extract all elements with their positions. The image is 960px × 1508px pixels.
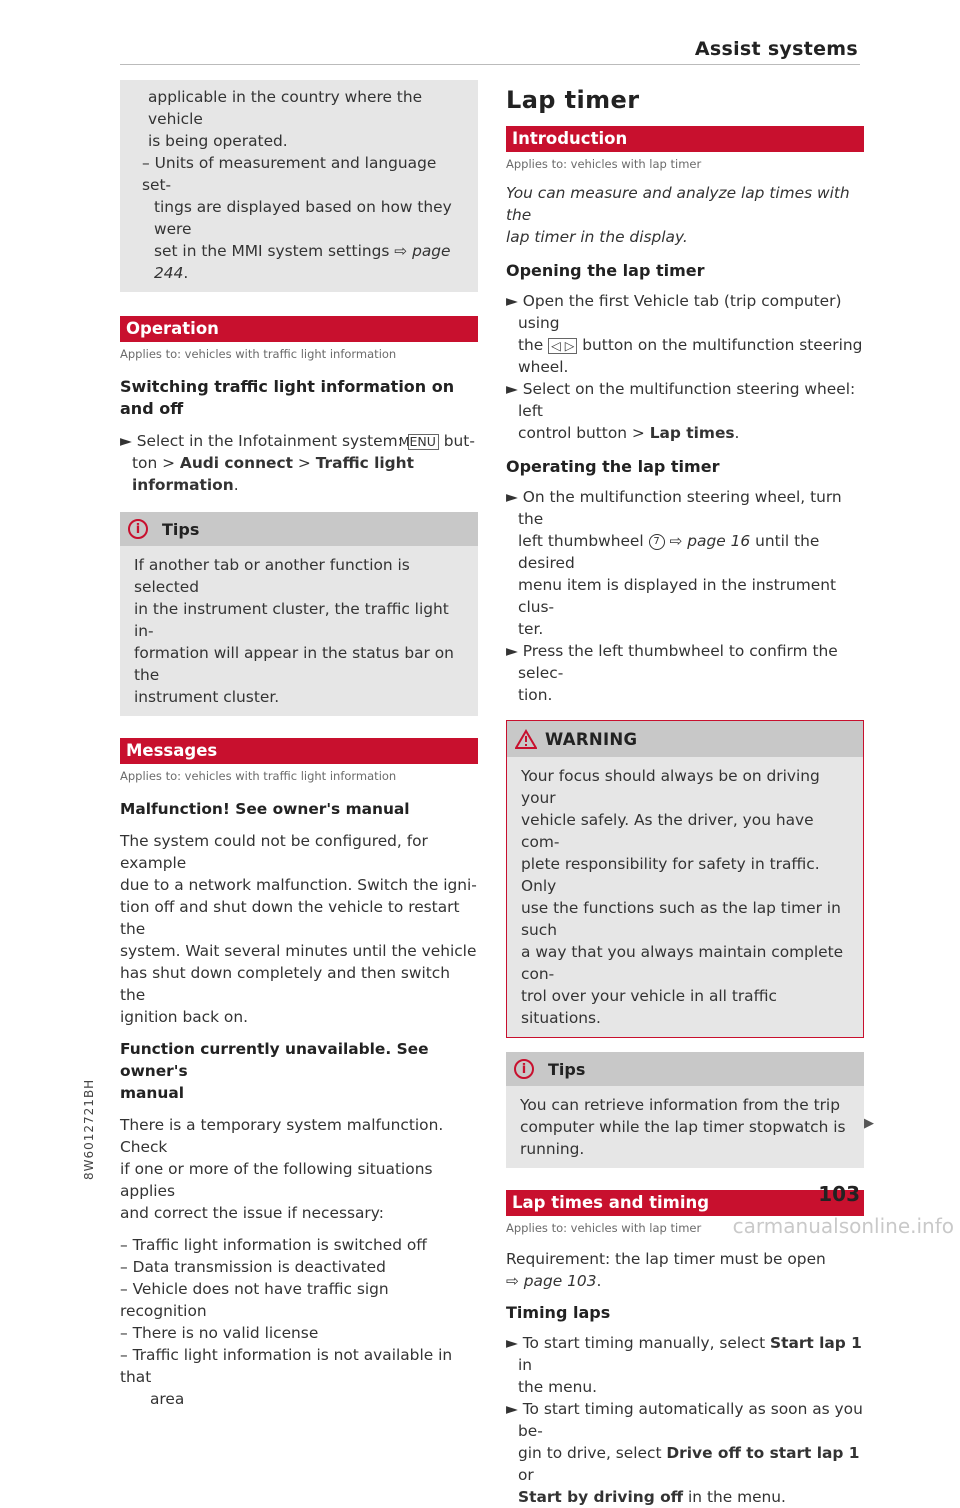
list-item: – Traffic light information is switched off <box>120 1236 427 1254</box>
paragraph: The system could not be configured, for example due to a network malfunction. Switch the igni- tion off and shut down the vehicle to restart the system. Wait several minutes until the vehicle has shut down completely and then switch the ignition back on. <box>120 832 477 1026</box>
list-item: – There is no valid license <box>120 1324 319 1342</box>
intro-italic: You can measure and analyze lap times with the lap timer in the display. <box>506 184 850 246</box>
tips-label: Tips <box>548 1059 586 1079</box>
operation-step: ► Select in the Infotainment system: MENU but- ton > Audi connect > Traffic light information. <box>120 432 475 494</box>
intro-line: applicable in the country where the vehicle <box>148 88 423 128</box>
operation-heading: Operation <box>120 316 478 342</box>
page-header <box>0 0 960 70</box>
tips-box <box>506 1052 864 1168</box>
subheading: Operating the lap timer <box>506 457 720 476</box>
lap-times-heading: Lap times and timing <box>506 1190 864 1216</box>
intro-dash-line: set in the MMI system settings ⇨ page 244. <box>154 242 451 282</box>
applies-to: Applies to: vehicles with traffic light information <box>120 347 397 361</box>
tips-line: formation will appear in the status bar on the <box>134 644 454 684</box>
warning-triangle-icon <box>515 729 537 749</box>
applies-to: Applies to: vehicles with lap timer <box>506 157 702 171</box>
tips-label: Tips <box>162 519 200 539</box>
warning-body: Your focus should always be on driving your vehicle safely. As the driver, you have com- plete responsibility for safety in traffic. Only use the functions such as the lap timer in such a way that you always maintain complete con- trol over your vehicle in all traffic situations. <box>507 757 863 1037</box>
info-icon: i <box>128 519 148 539</box>
intro-line: is being operated. <box>148 132 288 150</box>
opening-steps: ► Open the first Vehicle tab (trip computer) using the ◁ ▷ button on the multifunction steering wheel. ► Select on the multifunction steering wheel: left control button > Lap times. <box>506 292 863 442</box>
callout-number: 7 <box>649 534 665 550</box>
header-divider <box>120 64 860 65</box>
intro-dash-line: tings are displayed based on how they were <box>154 198 452 238</box>
paragraph: There is a temporary system malfunction. Check if one or more of the following situations applies and correct the issue if necessary: <box>120 1116 444 1222</box>
requirement: Requirement: the lap timer must be open ⇨ page 103. <box>506 1250 826 1290</box>
tips-body <box>120 546 478 716</box>
operating-steps: ► On the multifunction steering wheel, turn the left thumbwheel 7 ⇨ page 16 until the desired menu item is displayed in the instrument clus- ter. ► Press the left thumbwheel to confirm the selec- tion. <box>506 488 842 704</box>
tips-line: instrument cluster. <box>134 688 280 706</box>
info-icon: i <box>514 1059 534 1079</box>
warning-header <box>507 721 863 757</box>
warning-box <box>506 720 864 1038</box>
watermark: carmanualsonline.info <box>732 1214 954 1238</box>
subheading: Malfunction! See owner's manual <box>120 800 410 818</box>
list-item: – Data transmission is deactivated <box>120 1258 386 1276</box>
subheading: Timing laps <box>506 1303 611 1322</box>
tab-switch-key: ◁ ▷ <box>548 338 577 354</box>
page-ref-link[interactable]: ⇨ page 244 <box>154 242 451 282</box>
section-title: Assist systems <box>694 38 858 60</box>
warning-label: WARNING <box>545 729 638 749</box>
menu-key: MENU <box>408 434 439 450</box>
page-ref-link[interactable]: ⇨ page 16 <box>669 532 751 550</box>
tips-body: You can retrieve information from the trip computer while the lap timer stopwatch is running. <box>506 1086 864 1168</box>
dash-list <box>120 1234 478 1410</box>
subheading: Opening the lap timer <box>506 261 705 280</box>
left-column <box>120 80 478 1410</box>
introduction-heading: Introduction <box>506 126 864 152</box>
right-column <box>506 80 864 1508</box>
list-item: – Vehicle does not have traffic sign recognition <box>120 1280 389 1320</box>
tips-box <box>120 512 478 716</box>
page-number: 103 <box>818 1182 860 1206</box>
tips-line: in the instrument cluster, the traffic light in- <box>134 600 449 640</box>
list-item: – Traffic light information is not available in that <box>120 1346 453 1386</box>
document-code: 8W6012721BH <box>82 1078 96 1180</box>
intro-box <box>120 80 478 292</box>
timing-steps: ► To start timing manually, select Start lap 1 in the menu. ► To start timing automatically as soon as you be- gin to drive, select Drive off to start lap 1 or Start by driving off in the menu. <box>506 1334 863 1506</box>
tips-header <box>120 512 478 546</box>
subheading: Switching traffic light information on and off <box>120 377 455 418</box>
tips-line: If another tab or another function is selected <box>134 556 410 596</box>
continue-arrow-icon: ▶ <box>864 1116 874 1131</box>
applies-to: Applies to: vehicles with traffic light information <box>120 769 397 783</box>
tips-header <box>506 1052 864 1086</box>
page-title: Lap timer <box>506 86 640 114</box>
list-item: area <box>150 1390 185 1408</box>
messages-heading: Messages <box>120 738 478 764</box>
subheading: Function currently unavailable. See owner's manual <box>120 1040 429 1102</box>
page-ref-link[interactable]: ⇨ page 103 <box>506 1272 597 1290</box>
intro-dash-line: – Units of measurement and language set- <box>142 154 437 194</box>
applies-to: Applies to: vehicles with lap timer <box>506 1221 702 1235</box>
